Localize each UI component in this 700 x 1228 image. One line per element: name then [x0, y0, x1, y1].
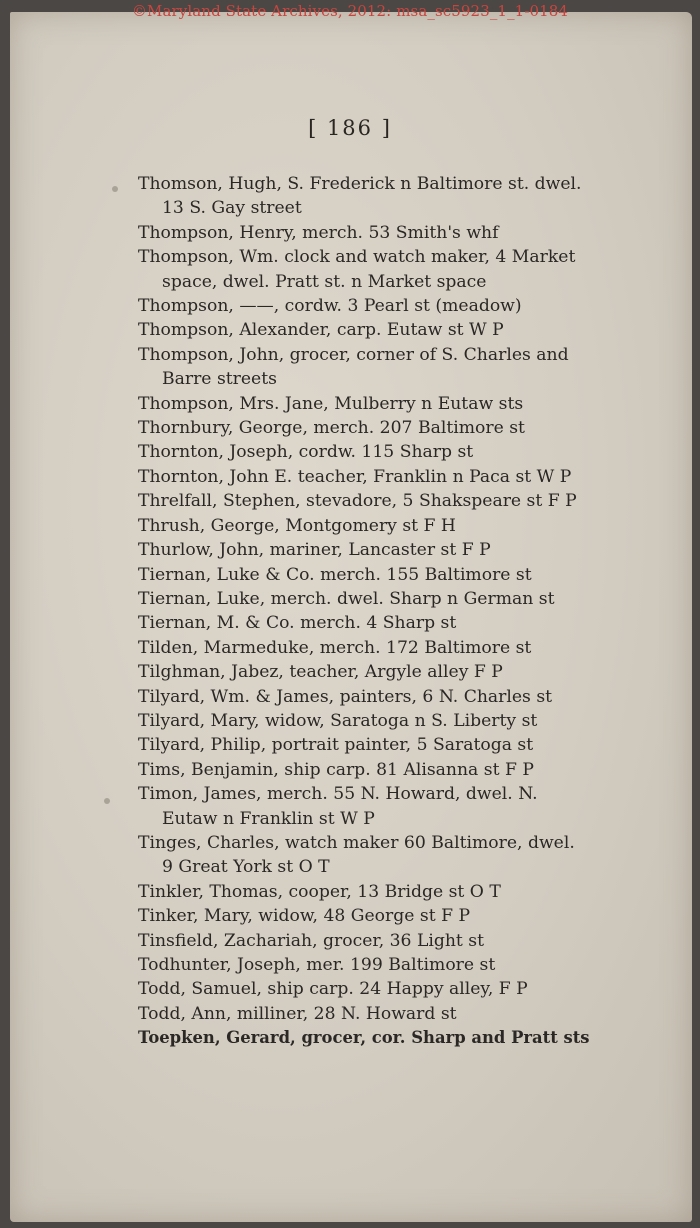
directory-entry — [138, 294, 678, 318]
directory-entry — [138, 709, 678, 733]
directory-entry — [138, 660, 678, 684]
directory-entry — [138, 416, 678, 440]
entry-line: Thompson, John, grocer, corner of S. Charles and — [138, 344, 569, 365]
directory-entry — [138, 782, 678, 831]
entry-line: Thompson, Henry, merch. 53 Smith's whf — [138, 222, 499, 243]
directory-entry — [138, 563, 678, 587]
entry-line: Tiernan, M. & Co. merch. 4 Sharp st — [138, 613, 457, 634]
directory-entry — [138, 392, 678, 416]
directory-entry — [138, 904, 678, 928]
directory-entry — [138, 221, 678, 245]
directory-entry — [138, 172, 678, 221]
entry-continuation: space, dwel. Pratt st. n Market space — [162, 271, 487, 292]
directory-entry — [138, 685, 678, 709]
entry-line: Tilyard, Philip, portrait painter, 5 Saratoga st — [138, 735, 534, 756]
entry-line: Todd, Samuel, ship carp. 24 Happy alley, F P — [138, 979, 528, 1000]
directory-entry — [138, 440, 678, 464]
entry-line: Toepken, Gerard, grocer, cor. Sharp and Pratt sts — [138, 1028, 590, 1048]
directory-entries — [138, 172, 678, 1051]
directory-entry — [138, 538, 678, 562]
entry-line: Todd, Ann, milliner, 28 N. Howard st — [138, 1003, 457, 1024]
entry-line: Tilyard, Wm. & James, painters, 6 N. Charles st — [138, 686, 553, 707]
entry-continuation: Eutaw n Franklin st W P — [162, 808, 375, 829]
entry-continuation: Barre streets — [162, 369, 277, 390]
entry-line: Timon, James, merch. 55 N. Howard, dwel. N. — [138, 784, 538, 805]
entry-line: Todhunter, Joseph, mer. 199 Baltimore st — [138, 955, 496, 975]
directory-entry — [138, 1002, 678, 1026]
directory-entry — [138, 1026, 678, 1050]
directory-entry — [138, 318, 678, 342]
entry-line: Thornbury, George, merch. 207 Baltimore st — [138, 418, 525, 439]
directory-entry — [138, 758, 678, 782]
directory-entry — [138, 831, 678, 880]
entry-continuation: 9 Great York st O T — [162, 857, 330, 878]
directory-entry — [138, 587, 678, 611]
entry-line: Tiernan, Luke, merch. dwel. Sharp n German st — [138, 588, 555, 609]
entry-line: Thompson, Alexander, carp. Eutaw st W P — [138, 320, 504, 341]
directory-entry — [138, 953, 678, 977]
directory-entry — [138, 929, 678, 953]
directory-entry — [138, 977, 678, 1001]
directory-entry — [138, 733, 678, 757]
directory-entry — [138, 636, 678, 660]
entry-line: Tilyard, Mary, widow, Saratoga n S. Liberty st — [138, 710, 538, 731]
entry-line: Tinsfield, Zachariah, grocer, 36 Light st — [138, 930, 485, 951]
entry-line: Tilden, Marmeduke, merch. 172 Baltimore st — [138, 637, 532, 658]
entry-line: Tinker, Mary, widow, 48 George st F P — [138, 906, 471, 927]
entry-line: Thompson, Mrs. Jane, Mulberry n Eutaw sts — [138, 393, 524, 414]
archive-watermark: ©Maryland State Archives, 2012: msa_sc5923_1_1-0184 — [131, 2, 569, 20]
entry-line: Thompson, ——, cordw. 3 Pearl st (meadow) — [138, 296, 522, 317]
entry-line: Tilghman, Jabez, teacher, Argyle alley F P — [138, 662, 503, 683]
directory-entry — [138, 514, 678, 538]
entry-line: Tims, Benjamin, ship carp. 81 Alisanna st F P — [138, 759, 534, 780]
entry-line: Tiernan, Luke & Co. merch. 155 Baltimore st — [138, 564, 532, 585]
directory-entry — [138, 343, 678, 392]
directory-entry — [138, 465, 678, 489]
directory-entry — [138, 245, 678, 294]
entry-line: Thrush, George, Montgomery st F H — [138, 515, 456, 536]
paper-blemish — [104, 798, 110, 804]
directory-entry — [138, 489, 678, 513]
entry-line: Tinkler, Thomas, cooper, 13 Bridge st O T — [138, 881, 501, 902]
entry-line: Thornton, John E. teacher, Franklin n Paca st W P — [138, 466, 572, 487]
entry-line: Thurlow, John, mariner, Lancaster st F P — [138, 540, 491, 561]
entry-line: Threlfall, Stephen, stevadore, 5 Shakspeare st F P — [138, 491, 577, 512]
page-number: [ 186 ] — [308, 116, 392, 140]
directory-entry — [138, 611, 678, 635]
entry-line: Tinges, Charles, watch maker 60 Baltimore, dwel. — [138, 832, 575, 853]
entry-line: Thomson, Hugh, S. Frederick n Baltimore st. dwel. — [138, 174, 582, 194]
entry-continuation: 13 S. Gay street — [162, 198, 302, 219]
paper-blemish — [112, 186, 118, 192]
directory-entry — [138, 880, 678, 904]
entry-line: Thornton, Joseph, cordw. 115 Sharp st — [138, 442, 474, 463]
entry-line: Thompson, Wm. clock and watch maker, 4 Market — [138, 247, 576, 268]
